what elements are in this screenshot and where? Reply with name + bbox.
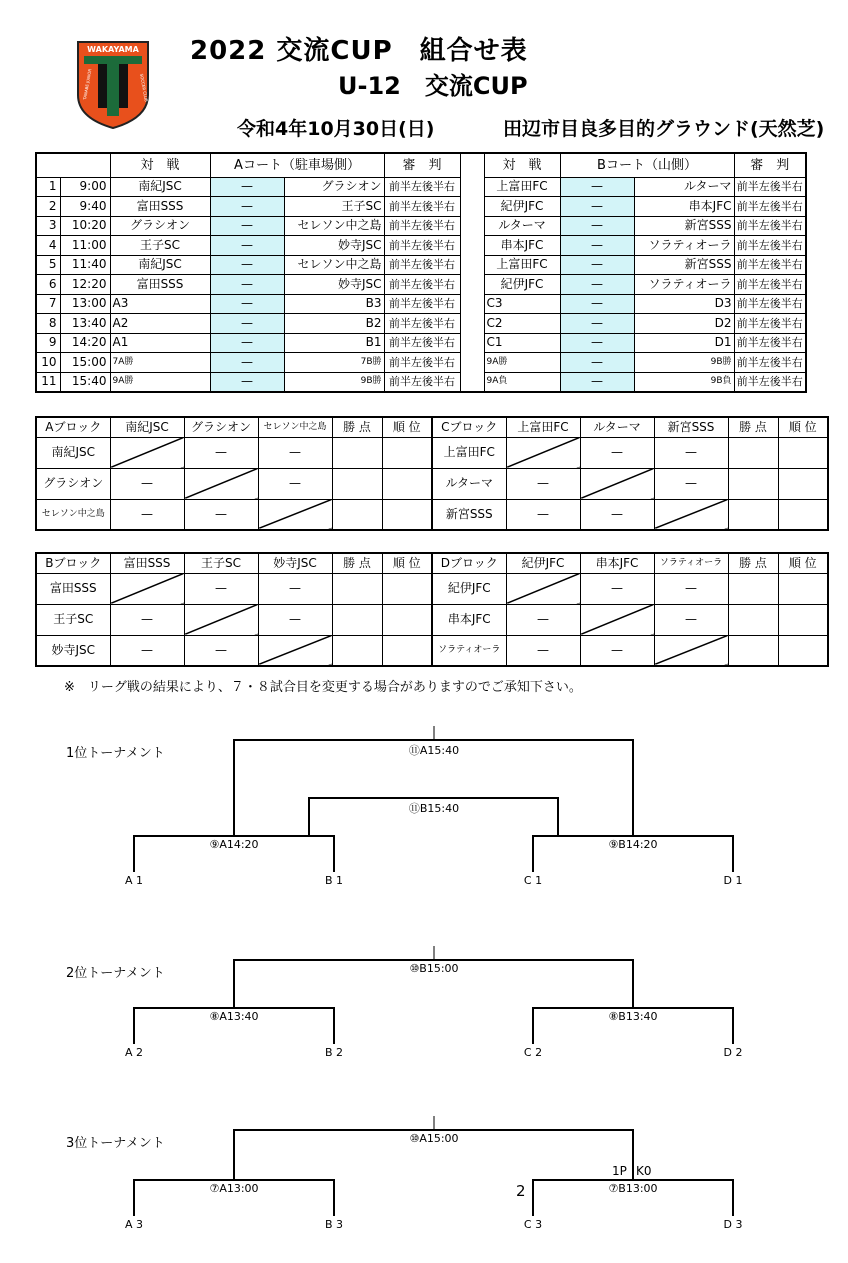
match-time: 15:40: [60, 372, 110, 392]
b-vs-dash: —: [560, 177, 634, 197]
a-referee: 前半左後半右: [384, 236, 460, 256]
match-no: 5: [36, 255, 60, 275]
rank-header: 順 位: [382, 417, 432, 437]
match-no: 9: [36, 333, 60, 353]
b-away-team: 串本JFC: [634, 197, 734, 217]
b-referee: 前半左後半右: [734, 294, 806, 314]
league-result-cell: —: [184, 573, 258, 604]
a-vs-dash: —: [210, 314, 284, 334]
league-result-cell: —: [506, 604, 580, 635]
league-row-team: 新宮SSS: [432, 499, 506, 530]
a-away-team: セレソン中之島: [284, 255, 384, 275]
header-a-court: Aコート（駐車場側）: [210, 153, 384, 177]
league-result-cell: —: [258, 604, 332, 635]
league-result-cell: —: [184, 499, 258, 530]
points-header: 勝 点: [332, 553, 382, 573]
match-time: 14:20: [60, 333, 110, 353]
match-no: 8: [36, 314, 60, 334]
league-result-cell: —: [580, 437, 654, 468]
league-col-team: 妙寺JSC: [258, 553, 332, 573]
league-row-team: ルターマ: [432, 468, 506, 499]
t2-team-d: D 2: [723, 1046, 743, 1059]
t2-team-c: C 2: [523, 1046, 543, 1059]
b-home-team: 紀伊JFC: [484, 275, 560, 295]
block-name: Cブロック: [432, 417, 506, 437]
b-away-team: 9B負: [634, 372, 734, 392]
match-no: 10: [36, 353, 60, 373]
league-col-team: グラシオン: [184, 417, 258, 437]
a-vs-dash: —: [210, 353, 284, 373]
b-home-team: C3: [484, 294, 560, 314]
match-time: 10:20: [60, 216, 110, 236]
a-away-team: 妙寺JSC: [284, 236, 384, 256]
a-home-team: A3: [110, 294, 210, 314]
t3-team-a: A 3: [124, 1218, 144, 1231]
b-referee: 前半左後半右: [734, 177, 806, 197]
a-vs-dash: —: [210, 197, 284, 217]
match-no: 1: [36, 177, 60, 197]
a-vs-dash: —: [210, 333, 284, 353]
t3-semi-right-label: ⑦B13:00: [608, 1182, 658, 1195]
league-row-team: 紀伊JFC: [432, 573, 506, 604]
points-header: 勝 点: [332, 417, 382, 437]
a-home-team: A2: [110, 314, 210, 334]
b-home-team: C1: [484, 333, 560, 353]
t1-label: 1位トーナメント: [66, 746, 165, 761]
league-result-cell: —: [654, 468, 728, 499]
b-home-team: 9A負: [484, 372, 560, 392]
logo-top-text: WAKAYAMA: [87, 45, 139, 54]
rank-header: 順 位: [382, 553, 432, 573]
t2-final-label: ⑩B15:00: [409, 962, 459, 975]
b-referee: 前半左後半右: [734, 333, 806, 353]
b-away-team: ルターマ: [634, 177, 734, 197]
league-col-team: 王子SC: [184, 553, 258, 573]
b-vs-dash: —: [560, 353, 634, 373]
league-row-team: 南紀JSC: [36, 437, 110, 468]
league-col-team: ソラティオーラ: [654, 553, 728, 573]
a-vs-dash: —: [210, 216, 284, 236]
match-time: 11:40: [60, 255, 110, 275]
league-result-cell: —: [580, 573, 654, 604]
rank-header: 順 位: [778, 417, 828, 437]
a-referee: 前半左後半右: [384, 314, 460, 334]
league-row-team: 富田SSS: [36, 573, 110, 604]
league-result-cell: —: [580, 499, 654, 530]
t2-semi-left-label: ⑧A13:40: [209, 1010, 259, 1023]
b-away-team: 新宮SSS: [634, 255, 734, 275]
a-away-team: グラシオン: [284, 177, 384, 197]
a-away-team: 7B勝: [284, 353, 384, 373]
t2-semi-right-label: ⑧B13:40: [608, 1010, 658, 1023]
league-row-team: 王子SC: [36, 604, 110, 635]
b-vs-dash: —: [560, 275, 634, 295]
b-referee: 前半左後半右: [734, 314, 806, 334]
logo-right-text: SOCCER CLUB: [139, 73, 149, 103]
a-referee: 前半左後半右: [384, 275, 460, 295]
b-away-team: ソラティオーラ: [634, 275, 734, 295]
match-no: 11: [36, 372, 60, 392]
league-result-cell: —: [258, 468, 332, 499]
league-result-cell: —: [258, 573, 332, 604]
b-home-team: 紀伊JFC: [484, 197, 560, 217]
b-vs-dash: —: [560, 236, 634, 256]
b-vs-dash: —: [560, 314, 634, 334]
t3-team-c: C 3: [523, 1218, 543, 1231]
match-no: 2: [36, 197, 60, 217]
t3-score-left: 2: [516, 1182, 526, 1200]
logo-left-text: TANABE JUNIOR: [82, 68, 93, 101]
t1-third-label: ⑪B15:40: [408, 802, 460, 815]
event-venue: 田辺市目良多目的グラウンド(天然芝): [503, 118, 825, 140]
b-home-team: 串本JFC: [484, 236, 560, 256]
block-name: Aブロック: [36, 417, 110, 437]
t2-label: 2位トーナメント: [66, 966, 165, 981]
league-col-team: 串本JFC: [580, 553, 654, 573]
header-a-taisen: 対 戦: [110, 153, 210, 177]
header-a-referee: 審 判: [384, 153, 460, 177]
a-away-team: B1: [284, 333, 384, 353]
t1-semi-left-label: ⑨A14:20: [209, 838, 259, 851]
league-col-team: ルターマ: [580, 417, 654, 437]
a-home-team: グラシオン: [110, 216, 210, 236]
header-b-court: Bコート（山側）: [560, 153, 734, 177]
b-home-team: ルターマ: [484, 216, 560, 236]
t3-team-d: D 3: [723, 1218, 743, 1231]
league-row-team: 妙寺JSC: [36, 635, 110, 666]
league-row-team: セレソン中之島: [36, 499, 110, 530]
league-result-cell: —: [258, 437, 332, 468]
b-referee: 前半左後半右: [734, 372, 806, 392]
schedule-note: ※ リーグ戦の結果により、７・８試合目を変更する場合がありますのでご承知下さい。: [64, 680, 582, 695]
a-referee: 前半左後半右: [384, 197, 460, 217]
header-b-taisen: 対 戦: [484, 153, 560, 177]
page-subtitle: U-12 交流CUP: [338, 72, 528, 100]
match-time: 11:00: [60, 236, 110, 256]
match-time: 12:20: [60, 275, 110, 295]
t1-team-a: A 1: [124, 874, 144, 887]
a-referee: 前半左後半右: [384, 294, 460, 314]
a-referee: 前半左後半右: [384, 177, 460, 197]
t3-semi-left-label: ⑦A13:00: [209, 1182, 259, 1195]
b-away-team: 新宮SSS: [634, 216, 734, 236]
a-away-team: セレソン中之島: [284, 216, 384, 236]
b-away-team: ソラティオーラ: [634, 236, 734, 256]
b-referee: 前半左後半右: [734, 353, 806, 373]
a-referee: 前半左後半右: [384, 216, 460, 236]
a-away-team: B2: [284, 314, 384, 334]
points-header: 勝 点: [728, 417, 778, 437]
a-vs-dash: —: [210, 275, 284, 295]
league-result-cell: —: [110, 635, 184, 666]
b-vs-dash: —: [560, 372, 634, 392]
match-no: 3: [36, 216, 60, 236]
a-referee: 前半左後半右: [384, 333, 460, 353]
league-col-team: 南紀JSC: [110, 417, 184, 437]
b-home-team: 上富田FC: [484, 177, 560, 197]
league-result-cell: —: [506, 635, 580, 666]
league-row-team: ソラティオーラ: [432, 635, 506, 666]
t1-final-label: ⑪A15:40: [408, 744, 460, 757]
a-vs-dash: —: [210, 236, 284, 256]
t3-team-b: B 3: [324, 1218, 344, 1231]
match-time: 9:00: [60, 177, 110, 197]
t3-pk-label: K0: [636, 1164, 652, 1178]
league-col-team: 上富田FC: [506, 417, 580, 437]
a-home-team: 9A勝: [110, 372, 210, 392]
match-no: 7: [36, 294, 60, 314]
event-date: 令和4年10月30日(日): [237, 118, 435, 140]
b-referee: 前半左後半右: [734, 197, 806, 217]
a-vs-dash: —: [210, 255, 284, 275]
t2-team-a: A 2: [124, 1046, 144, 1059]
league-col-team: 富田SSS: [110, 553, 184, 573]
t1-team-b: B 1: [324, 874, 344, 887]
league-row-team: 串本JFC: [432, 604, 506, 635]
match-time: 15:00: [60, 353, 110, 373]
match-time: 9:40: [60, 197, 110, 217]
t1-team-c: C 1: [523, 874, 543, 887]
b-vs-dash: —: [560, 333, 634, 353]
b-home-team: 上富田FC: [484, 255, 560, 275]
match-no: 4: [36, 236, 60, 256]
match-no: 6: [36, 275, 60, 295]
league-col-team: 紀伊JFC: [506, 553, 580, 573]
a-away-team: 9B勝: [284, 372, 384, 392]
b-referee: 前半左後半右: [734, 236, 806, 256]
b-home-team: C2: [484, 314, 560, 334]
b-vs-dash: —: [560, 197, 634, 217]
league-result-cell: —: [110, 499, 184, 530]
block-name: Dブロック: [432, 553, 506, 573]
t2-team-b: B 2: [324, 1046, 344, 1059]
b-away-team: 9B勝: [634, 353, 734, 373]
b-away-team: D2: [634, 314, 734, 334]
a-home-team: 南紀JSC: [110, 177, 210, 197]
league-result-cell: —: [580, 635, 654, 666]
match-time: 13:40: [60, 314, 110, 334]
b-referee: 前半左後半右: [734, 275, 806, 295]
league-result-cell: —: [506, 468, 580, 499]
b-vs-dash: —: [560, 216, 634, 236]
league-result-cell: —: [506, 499, 580, 530]
b-referee: 前半左後半右: [734, 255, 806, 275]
league-row-team: 上富田FC: [432, 437, 506, 468]
b-away-team: D3: [634, 294, 734, 314]
a-home-team: A1: [110, 333, 210, 353]
page-title: 2022 交流CUP 組合せ表: [190, 36, 528, 66]
league-result-cell: —: [654, 604, 728, 635]
league-result-cell: —: [654, 573, 728, 604]
league-result-cell: —: [110, 468, 184, 499]
a-vs-dash: —: [210, 372, 284, 392]
a-referee: 前半左後半右: [384, 353, 460, 373]
a-away-team: 妙寺JSC: [284, 275, 384, 295]
b-home-team: 9A勝: [484, 353, 560, 373]
league-result-cell: —: [654, 437, 728, 468]
points-header: 勝 点: [728, 553, 778, 573]
header-b-referee: 審 判: [734, 153, 806, 177]
b-referee: 前半左後半右: [734, 216, 806, 236]
a-home-team: 富田SSS: [110, 197, 210, 217]
league-row-team: グラシオン: [36, 468, 110, 499]
a-referee: 前半左後半右: [384, 372, 460, 392]
t3-final-label: ⑩A15:00: [409, 1132, 459, 1145]
a-away-team: B3: [284, 294, 384, 314]
a-home-team: 富田SSS: [110, 275, 210, 295]
t3-pk-score: 1P: [612, 1164, 627, 1178]
a-home-team: 王子SC: [110, 236, 210, 256]
b-vs-dash: —: [560, 294, 634, 314]
league-result-cell: —: [184, 635, 258, 666]
a-vs-dash: —: [210, 294, 284, 314]
match-time: 13:00: [60, 294, 110, 314]
b-vs-dash: —: [560, 255, 634, 275]
league-col-team: セレソン中之島: [258, 417, 332, 437]
a-away-team: 王子SC: [284, 197, 384, 217]
b-away-team: D1: [634, 333, 734, 353]
a-referee: 前半左後半右: [384, 255, 460, 275]
t1-team-d: D 1: [723, 874, 743, 887]
a-vs-dash: —: [210, 177, 284, 197]
league-col-team: 新宮SSS: [654, 417, 728, 437]
t3-label: 3位トーナメント: [66, 1136, 165, 1151]
league-result-cell: —: [110, 604, 184, 635]
a-home-team: 7A勝: [110, 353, 210, 373]
rank-header: 順 位: [778, 553, 828, 573]
t1-semi-right-label: ⑨B14:20: [608, 838, 658, 851]
a-home-team: 南紀JSC: [110, 255, 210, 275]
block-name: Bブロック: [36, 553, 110, 573]
league-result-cell: —: [184, 437, 258, 468]
